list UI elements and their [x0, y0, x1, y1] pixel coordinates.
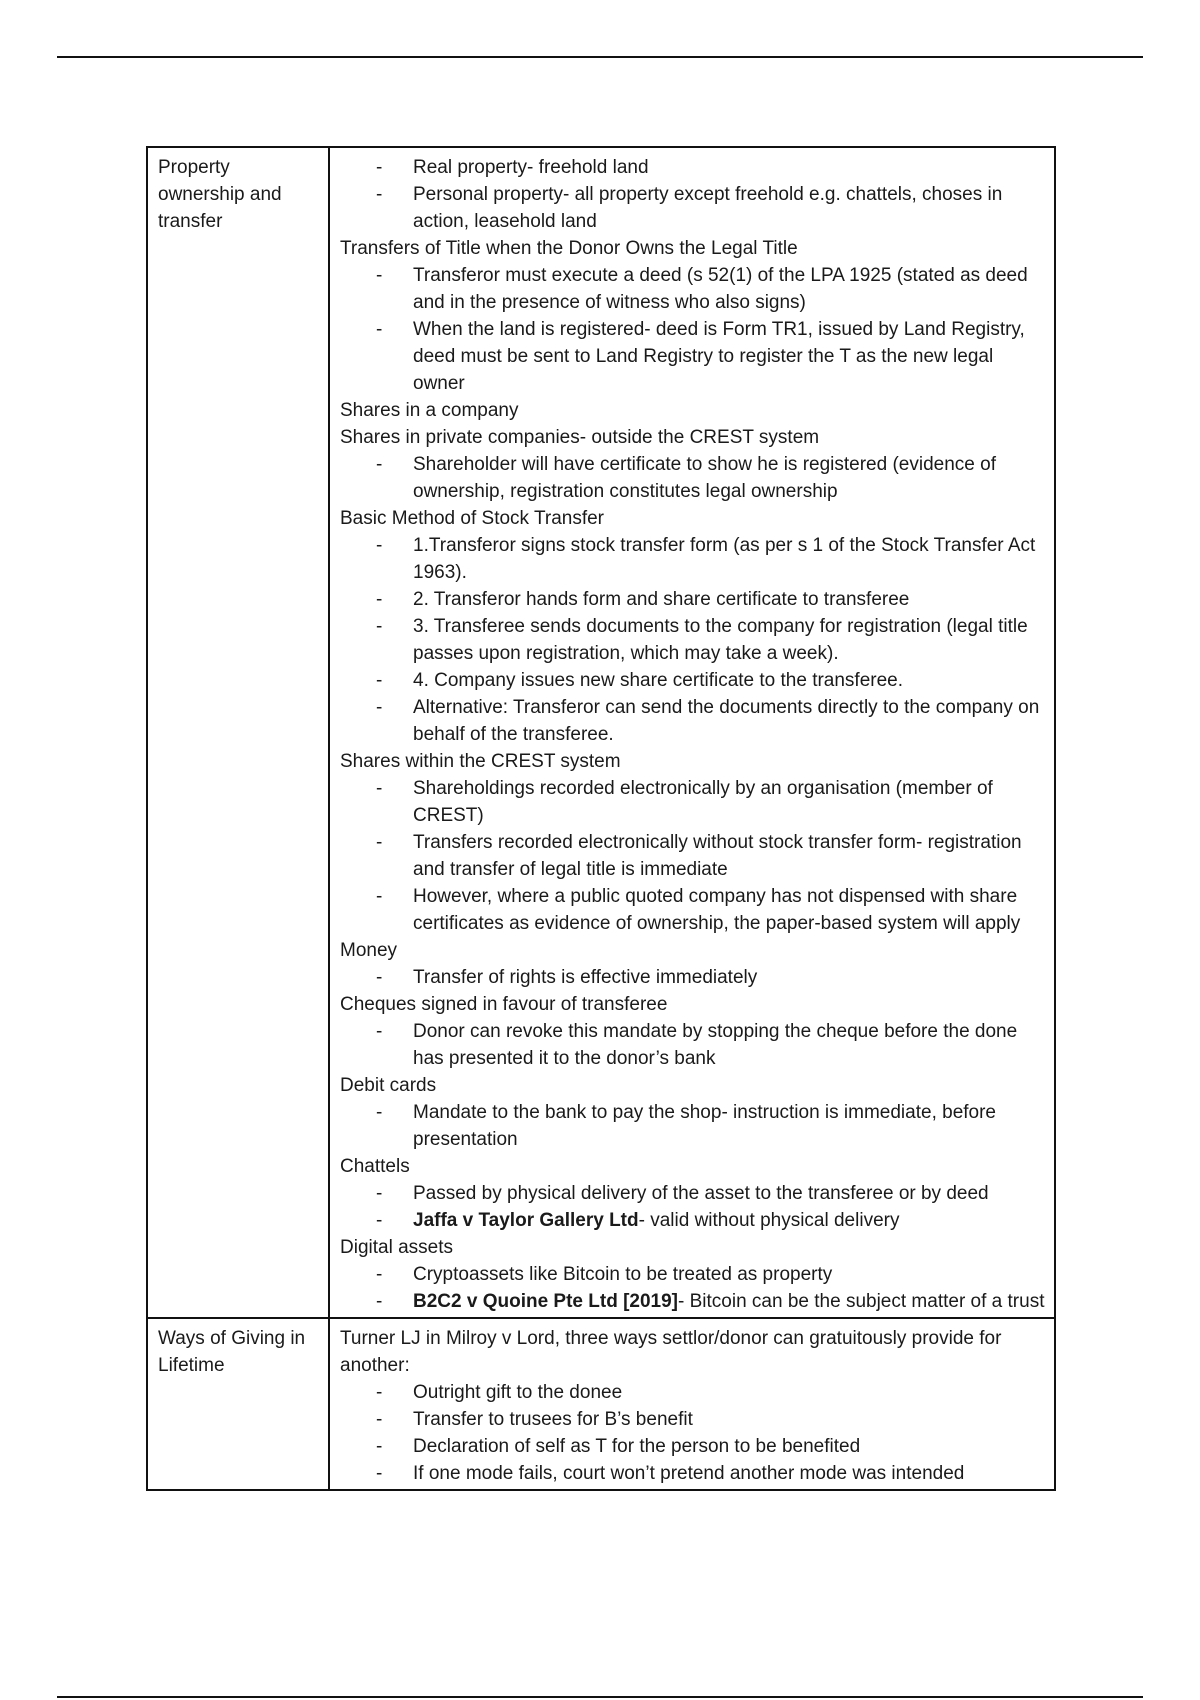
bullet-list [340, 532, 1046, 748]
bullet-item [340, 1433, 1046, 1460]
bullet-list [340, 1180, 1046, 1234]
bullet-text: Cryptoassets like Bitcoin to be treated as property [413, 1264, 833, 1285]
section-heading: Money [340, 940, 398, 961]
bullet-text: - valid without physical delivery [638, 1210, 900, 1231]
section-heading: Cheques signed in favour of transferee [340, 994, 668, 1015]
bullet-item [340, 964, 1046, 991]
bullet-item [340, 1180, 1046, 1207]
section-heading: Transfers of Title when the Donor Owns the Legal Title [340, 238, 798, 259]
bullet-list [340, 775, 1046, 937]
bullet-text: Outright gift to the donee [413, 1382, 623, 1403]
bullet-list [340, 1018, 1046, 1072]
bullet-list [340, 964, 1046, 991]
bullet-text: Transferor must execute a deed (s 52(1) of the LPA 1925 (stated as deed and in the presence of witness who also signs) [413, 265, 1028, 313]
bullet-item [340, 1018, 1046, 1072]
header-rule [57, 56, 1143, 58]
bullet-text: 4. Company issues new share certificate to the transferee. [413, 670, 904, 691]
bullet-list [340, 451, 1046, 505]
section-heading: Shares in private companies- outside the CREST system [340, 427, 820, 448]
bullet-item [340, 316, 1046, 397]
bullet-item [340, 1406, 1046, 1433]
bullet-item [340, 262, 1046, 316]
bullet-text: Personal property- all property except freehold e.g. chattels, choses in action, leasehold land [413, 184, 1003, 232]
section-heading: Basic Method of Stock Transfer [340, 508, 605, 529]
bullet-text: When the land is registered- deed is Form TR1, issued by Land Registry, deed must be sent to Land Registry to register the T as the new legal owner [413, 319, 1025, 394]
bullet-list [340, 1261, 1046, 1315]
bullet-item [340, 1460, 1046, 1487]
topic-cell: Ways of Giving in Lifetime [147, 1318, 329, 1490]
bullet-text: Transfer to trusees for B’s benefit [413, 1409, 693, 1430]
bullet-item [340, 532, 1046, 586]
bullet-text: Shareholder will have certificate to show he is registered (evidence of ownership, registration constitutes legal ownership [413, 454, 996, 502]
bullet-text: However, where a public quoted company has not dispensed with share certificates as evidence of ownership, the paper-based system will apply [413, 886, 1021, 934]
bullet-text: Real property- freehold land [413, 157, 649, 178]
case-name: B2C2 v Quoine Pte Ltd [2019] [413, 1291, 679, 1312]
bullet-list [340, 262, 1046, 397]
section-heading: Chattels [340, 1156, 410, 1177]
content-cell [329, 1318, 1055, 1490]
bullet-item [340, 667, 1046, 694]
bullet-item [340, 775, 1046, 829]
bullet-item [340, 694, 1046, 748]
bullet-text: Shareholdings recorded electronically by an organisation (member of CREST) [413, 778, 993, 826]
bullet-item [340, 1379, 1046, 1406]
bullet-item [340, 181, 1046, 235]
bullet-text: Mandate to the bank to pay the shop- instruction is immediate, before presentation [413, 1102, 996, 1150]
notes-table [146, 146, 1056, 1491]
section-heading: Debit cards [340, 1075, 437, 1096]
bullet-item [340, 586, 1046, 613]
content-cell [329, 147, 1055, 1318]
section-heading: Turner LJ in Milroy v Lord, three ways settlor/donor can gratuitously provide for another: [340, 1328, 1002, 1376]
bullet-item [340, 1288, 1046, 1315]
bullet-text: Alternative: Transferor can send the documents directly to the company on behalf of the transferee. [413, 697, 1040, 745]
bullet-list [340, 1099, 1046, 1153]
section-heading: Shares within the CREST system [340, 751, 621, 772]
bullet-text: Passed by physical delivery of the asset to the transferee or by deed [413, 1183, 989, 1204]
case-name: Jaffa v Taylor Gallery Ltd [413, 1210, 639, 1231]
section-heading: Digital assets [340, 1237, 453, 1258]
bullet-text: 3. Transferee sends documents to the company for registration (legal title passes upon registration, which may take a week). [413, 616, 1028, 664]
bullet-text: Donor can revoke this mandate by stopping the cheque before the done has presented it to the donor’s bank [413, 1021, 1018, 1069]
table-row [147, 147, 1055, 1318]
footer-rule [57, 1696, 1143, 1698]
bullet-item [340, 1099, 1046, 1153]
topic-cell: Property ownership and transfer [147, 147, 329, 1318]
table-row [147, 1318, 1055, 1490]
bullet-text: - Bitcoin can be the subject matter of a trust [678, 1291, 1045, 1312]
bullet-text: 2. Transferor hands form and share certificate to transferee [413, 589, 910, 610]
bullet-item [340, 154, 1046, 181]
bullet-item [340, 883, 1046, 937]
bullet-item [340, 613, 1046, 667]
section-heading: Shares in a company [340, 400, 519, 421]
bullet-item [340, 451, 1046, 505]
bullet-text: If one mode fails, court won’t pretend another mode was intended [413, 1463, 965, 1484]
bullet-text: 1.Transferor signs stock transfer form (as per s 1 of the Stock Transfer Act 1963). [413, 535, 1036, 583]
bullet-item [340, 829, 1046, 883]
bullet-text: Transfers recorded electronically without stock transfer form- registration and transfer of legal title is immediate [413, 832, 1022, 880]
bullet-item [340, 1261, 1046, 1288]
bullet-list [340, 154, 1046, 235]
bullet-item [340, 1207, 1046, 1234]
bullet-text: Declaration of self as T for the person to be benefited [413, 1436, 861, 1457]
bullet-text: Transfer of rights is effective immediately [413, 967, 758, 988]
bullet-list [340, 1379, 1046, 1487]
